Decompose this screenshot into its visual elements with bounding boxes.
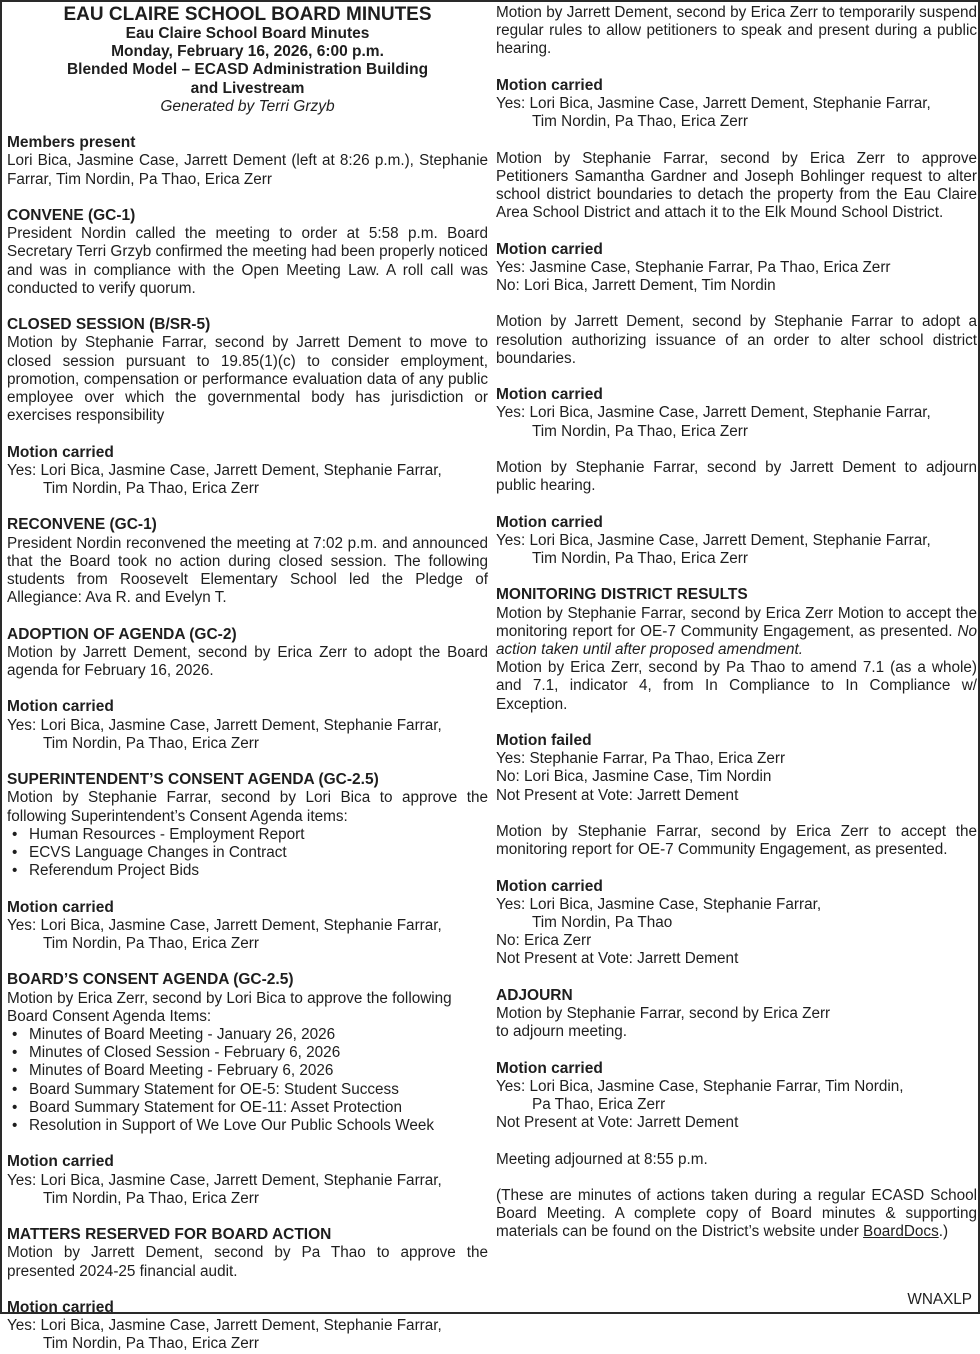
section-resolution xyxy=(496,313,977,440)
masthead xyxy=(7,4,488,116)
adjourn-heading: ADJOURN xyxy=(496,986,573,1004)
section-accept-report xyxy=(496,823,977,969)
vote-yes: Yes: Lori Bica, Jasmine Case, Stephanie Farrar, Tim Nordin, Pa Thao xyxy=(496,895,822,931)
supt-consent-heading: SUPERINTENDENT’S CONSENT AGENDA (GC-2.5) xyxy=(7,771,379,789)
motion-result: Motion carried xyxy=(496,240,603,258)
list-item: • Human Resources - Employment Report xyxy=(12,825,305,843)
monitoring-note: No action taken until after proposed amendment. xyxy=(496,622,977,658)
motion-result: Motion carried xyxy=(7,698,114,716)
section-board-consent xyxy=(7,971,488,1208)
list-item: • Minutes of Closed Session - February 6, 2026 xyxy=(12,1044,341,1062)
board-consent-list xyxy=(7,1026,488,1135)
motion-result: Motion carried xyxy=(496,76,603,94)
motion-result: Motion carried xyxy=(496,386,603,404)
vote-yes: Yes: Lori Bica, Jasmine Case, Jarrett Dement, Stephanie Farrar, Tim Nordin, Pa Thao, Erica Zerr xyxy=(496,95,931,131)
bullet-icon: • xyxy=(12,844,18,862)
right-column xyxy=(496,4,977,1242)
motion-result: Motion carried xyxy=(7,443,114,461)
vote-no: No: Erica Zerr xyxy=(496,932,592,950)
motion-result: Motion failed xyxy=(496,731,592,749)
bullet-icon: • xyxy=(12,1098,18,1116)
adjourn-text-line2: to adjourn meeting. xyxy=(496,1023,627,1041)
supt-consent-text: Motion by Stephanie Farrar, second by Lori Bica to approve the following Superintendent’s Consent Agenda items: xyxy=(7,789,488,825)
bullet-icon: • xyxy=(12,1117,18,1135)
adjourn-hearing-text: Motion by Stephanie Farrar, second by Jarrett Dement to adjourn public hearing. xyxy=(496,458,977,495)
board-consent-text: Motion by Erica Zerr, second by Lori Bica to approve the following Board Consent Agenda Items: xyxy=(7,989,452,1025)
boarddocs-link[interactable]: BoardDocs xyxy=(863,1223,939,1241)
vote-yes: Yes: Lori Bica, Jasmine Case, Jarrett Dement, Stephanie Farrar, Tim Nordin, Pa Thao, Erica Zerr xyxy=(496,531,931,567)
list-item: • Minutes of Board Meeting - February 6, 2026 xyxy=(12,1062,334,1080)
monitoring-heading: MONITORING DISTRICT RESULTS xyxy=(496,586,748,604)
vote-yes: Yes: Lori Bica, Jasmine Case, Jarrett Dement, Stephanie Farrar, Tim Nordin, Pa Thao, Erica Zerr xyxy=(7,716,442,752)
bullet-icon: • xyxy=(12,1062,18,1080)
adoption-text: Motion by Jarrett Dement, second by Erica Zerr to adopt the Board agenda for February 16, 2026. xyxy=(7,643,488,680)
vote-no: No: Lori Bica, Jarrett Dement, Tim Nordin xyxy=(496,277,776,294)
list-item: • Board Summary Statement for OE-5: Student Success xyxy=(12,1080,399,1098)
adoption-heading: ADOPTION OF AGENDA (GC-2) xyxy=(7,625,237,643)
suspend-rules-text: Motion by Jarrett Dement, second by Erica Zerr to temporarily suspend regular rules to allow petitioners to speak and present during a public hearing. xyxy=(496,4,977,58)
section-reconvene xyxy=(7,516,488,607)
left-column xyxy=(7,4,488,1354)
section-suspend-rules xyxy=(496,4,977,131)
closed-session-heading: CLOSED SESSION (B/SR-5) xyxy=(7,316,211,334)
list-item: • Resolution in Support of We Love Our Public Schools Week xyxy=(12,1117,435,1135)
vote-yes: Yes: Lori Bica, Jasmine Case, Stephanie Farrar, Tim Nordin, Pa Thao, Erica Zerr xyxy=(496,1077,904,1113)
closed-session-text: Motion by Stephanie Farrar, second by Jarrett Dement to move to closed session pursuant to 19.85(1)(c) to consider employment, promotion, compensation or performance evaluation data of any public employee over which the governmental body has jurisdiction or exercises responsibility xyxy=(7,334,488,425)
vote-no: No: Lori Bica, Jasmine Case, Tim Nordin xyxy=(496,768,772,786)
accept-report-text: Motion by Stephanie Farrar, second by Erica Zerr to accept the monitoring report for OE-7 Community Engagement, as presented. xyxy=(496,822,977,859)
meeting-date: Monday, February 16, 2026, 6:00 p.m. xyxy=(111,43,384,61)
section-superintendent-consent xyxy=(7,771,488,953)
monitoring-text: Motion by Stephanie Farrar, second by Erica Zerr Motion to accept the monitoring report for OE-7 Community Engagement, as presented. No action taken until after proposed amendment. xyxy=(496,604,977,658)
meeting-location-cont: and Livestream xyxy=(190,79,305,97)
adjourned-time: Meeting adjourned at 8:55 p.m. xyxy=(496,1150,708,1168)
motion-result: Motion carried xyxy=(496,877,603,895)
vote-yes: Yes: Lori Bica, Jasmine Case, Jarrett Dement, Stephanie Farrar, Tim Nordin, Pa Thao, Erica Zerr xyxy=(7,1317,442,1353)
bullet-icon: • xyxy=(12,1080,18,1098)
convene-heading: CONVENE (GC-1) xyxy=(7,207,136,224)
matters-reserved-heading: MATTERS RESERVED FOR BOARD ACTION xyxy=(7,1226,332,1244)
motion-result: Motion carried xyxy=(496,513,603,531)
bullet-icon: • xyxy=(12,1026,18,1044)
section-closed-session xyxy=(7,316,488,498)
section-petition xyxy=(496,150,977,296)
supt-consent-list xyxy=(7,826,488,881)
reconvene-text: President Nordin reconvened the meeting at 7:02 p.m. and announced that the Board took no action during closed session. The following students from Roosevelt Elementary School led the Pledge of Allegiance: Ava R. and Evelyn T. xyxy=(7,534,488,607)
page-title: EAU CLAIRE SCHOOL BOARD MINUTES xyxy=(63,4,432,25)
generated-by: Generated by Terri Grzyb xyxy=(160,97,335,115)
motion-result: Motion carried xyxy=(496,1059,603,1077)
vote-yes: Yes: Stephanie Farrar, Pa Thao, Erica Zerr xyxy=(496,750,786,768)
adjourn-text-line1: Motion by Stephanie Farrar, second by Erica Zerr xyxy=(496,1004,831,1022)
vote-yes: Yes: Lori Bica, Jasmine Case, Jarrett Dement, Stephanie Farrar, Tim Nordin, Pa Thao, Erica Zerr xyxy=(496,404,931,440)
section-adjourn-hearing xyxy=(496,459,977,568)
motion-result: Motion carried xyxy=(7,1299,114,1317)
amendment-text: Motion by Erica Zerr, second by Pa Thao to amend 7.1 (as a whole) and 7.1, indicator 4, from In Compliance to In Compliance w/ Exception. xyxy=(496,659,977,713)
footer-note: (These are minutes of actions taken during a regular ECASD School Board Meeting. A complete copy of Board minutes & supporting materials can be found on the District’s website under BoardDocs.) xyxy=(496,1186,977,1241)
section-adjourn xyxy=(496,987,977,1169)
members-heading: Members present xyxy=(7,134,136,152)
board-consent-heading: BOARD’S CONSENT AGENDA (GC-2.5) xyxy=(7,971,294,989)
list-item: • Minutes of Board Meeting - January 26, 2026 xyxy=(12,1026,336,1044)
vote-absent: Not Present at Vote: Jarrett Dement xyxy=(496,1114,739,1132)
section-adoption xyxy=(7,626,488,753)
vote-yes: Yes: Jasmine Case, Stephanie Farrar, Pa Thao, Erica Zerr xyxy=(496,258,891,276)
motion-result: Motion carried xyxy=(7,898,114,916)
list-item: • Board Summary Statement for OE-11: Asset Protection xyxy=(12,1098,402,1116)
bullet-icon: • xyxy=(12,1044,18,1062)
reconvene-heading: RECONVENE (GC-1) xyxy=(7,516,157,534)
section-monitoring xyxy=(496,586,977,804)
bullet-icon: • xyxy=(12,825,18,843)
vote-yes: Yes: Lori Bica, Jasmine Case, Jarrett Dement, Stephanie Farrar, Tim Nordin, Pa Thao, Erica Zerr xyxy=(7,461,442,498)
vote-absent: Not Present at Vote: Jarrett Dement xyxy=(496,786,739,804)
vote-yes: Yes: Lori Bica, Jasmine Case, Jarrett Dement, Stephanie Farrar, Tim Nordin, Pa Thao, Erica Zerr xyxy=(7,916,442,953)
vote-yes: Yes: Lori Bica, Jasmine Case, Jarrett Dement, Stephanie Farrar, Tim Nordin, Pa Thao, Erica Zerr xyxy=(7,1171,442,1207)
publication-code: WNAXLP xyxy=(907,1291,972,1308)
petition-text: Motion by Stephanie Farrar, second by Erica Zerr to approve Petitioners Samantha Gardner and Joseph Bohlinger request to alter school district boundaries to detach the property from the Eau Claire Area School District and attach it to the Elk Mound School District. xyxy=(496,149,977,222)
matters-reserved-text: Motion by Jarrett Dement, second by Pa Thao to approve the presented 2024-25 financial audit. xyxy=(7,1244,488,1280)
section-convene xyxy=(7,207,488,298)
motion-result: Motion carried xyxy=(7,1153,114,1171)
members-list: Lori Bica, Jasmine Case, Jarrett Dement (left at 8:26 p.m.), Stephanie Farrar, Tim Nordin, Pa Thao, Erica Zerr xyxy=(7,152,488,188)
section-members xyxy=(7,134,488,189)
convene-text: President Nordin called the meeting to order at 5:58 p.m. Board Secretary Terri Grzyb confirmed the meeting had been properly noticed and was in compliance with the Open Meeting Law. A roll call was conducted to verify quorum. xyxy=(7,225,488,297)
bullet-icon: • xyxy=(12,862,18,880)
vote-absent: Not Present at Vote: Jarrett Dement xyxy=(496,950,739,968)
resolution-text: Motion by Jarrett Dement, second by Stephanie Farrar to adopt a resolution authorizing issuance of an order to alter school district boundaries. xyxy=(496,313,977,367)
section-matters-reserved xyxy=(7,1226,488,1353)
list-item: • Referendum Project Bids xyxy=(12,862,200,880)
meeting-location: Blended Model – ECASD Administration Building xyxy=(66,61,429,79)
list-item: • ECVS Language Changes in Contract xyxy=(12,844,287,862)
subtitle: Eau Claire School Board Minutes xyxy=(125,25,370,42)
